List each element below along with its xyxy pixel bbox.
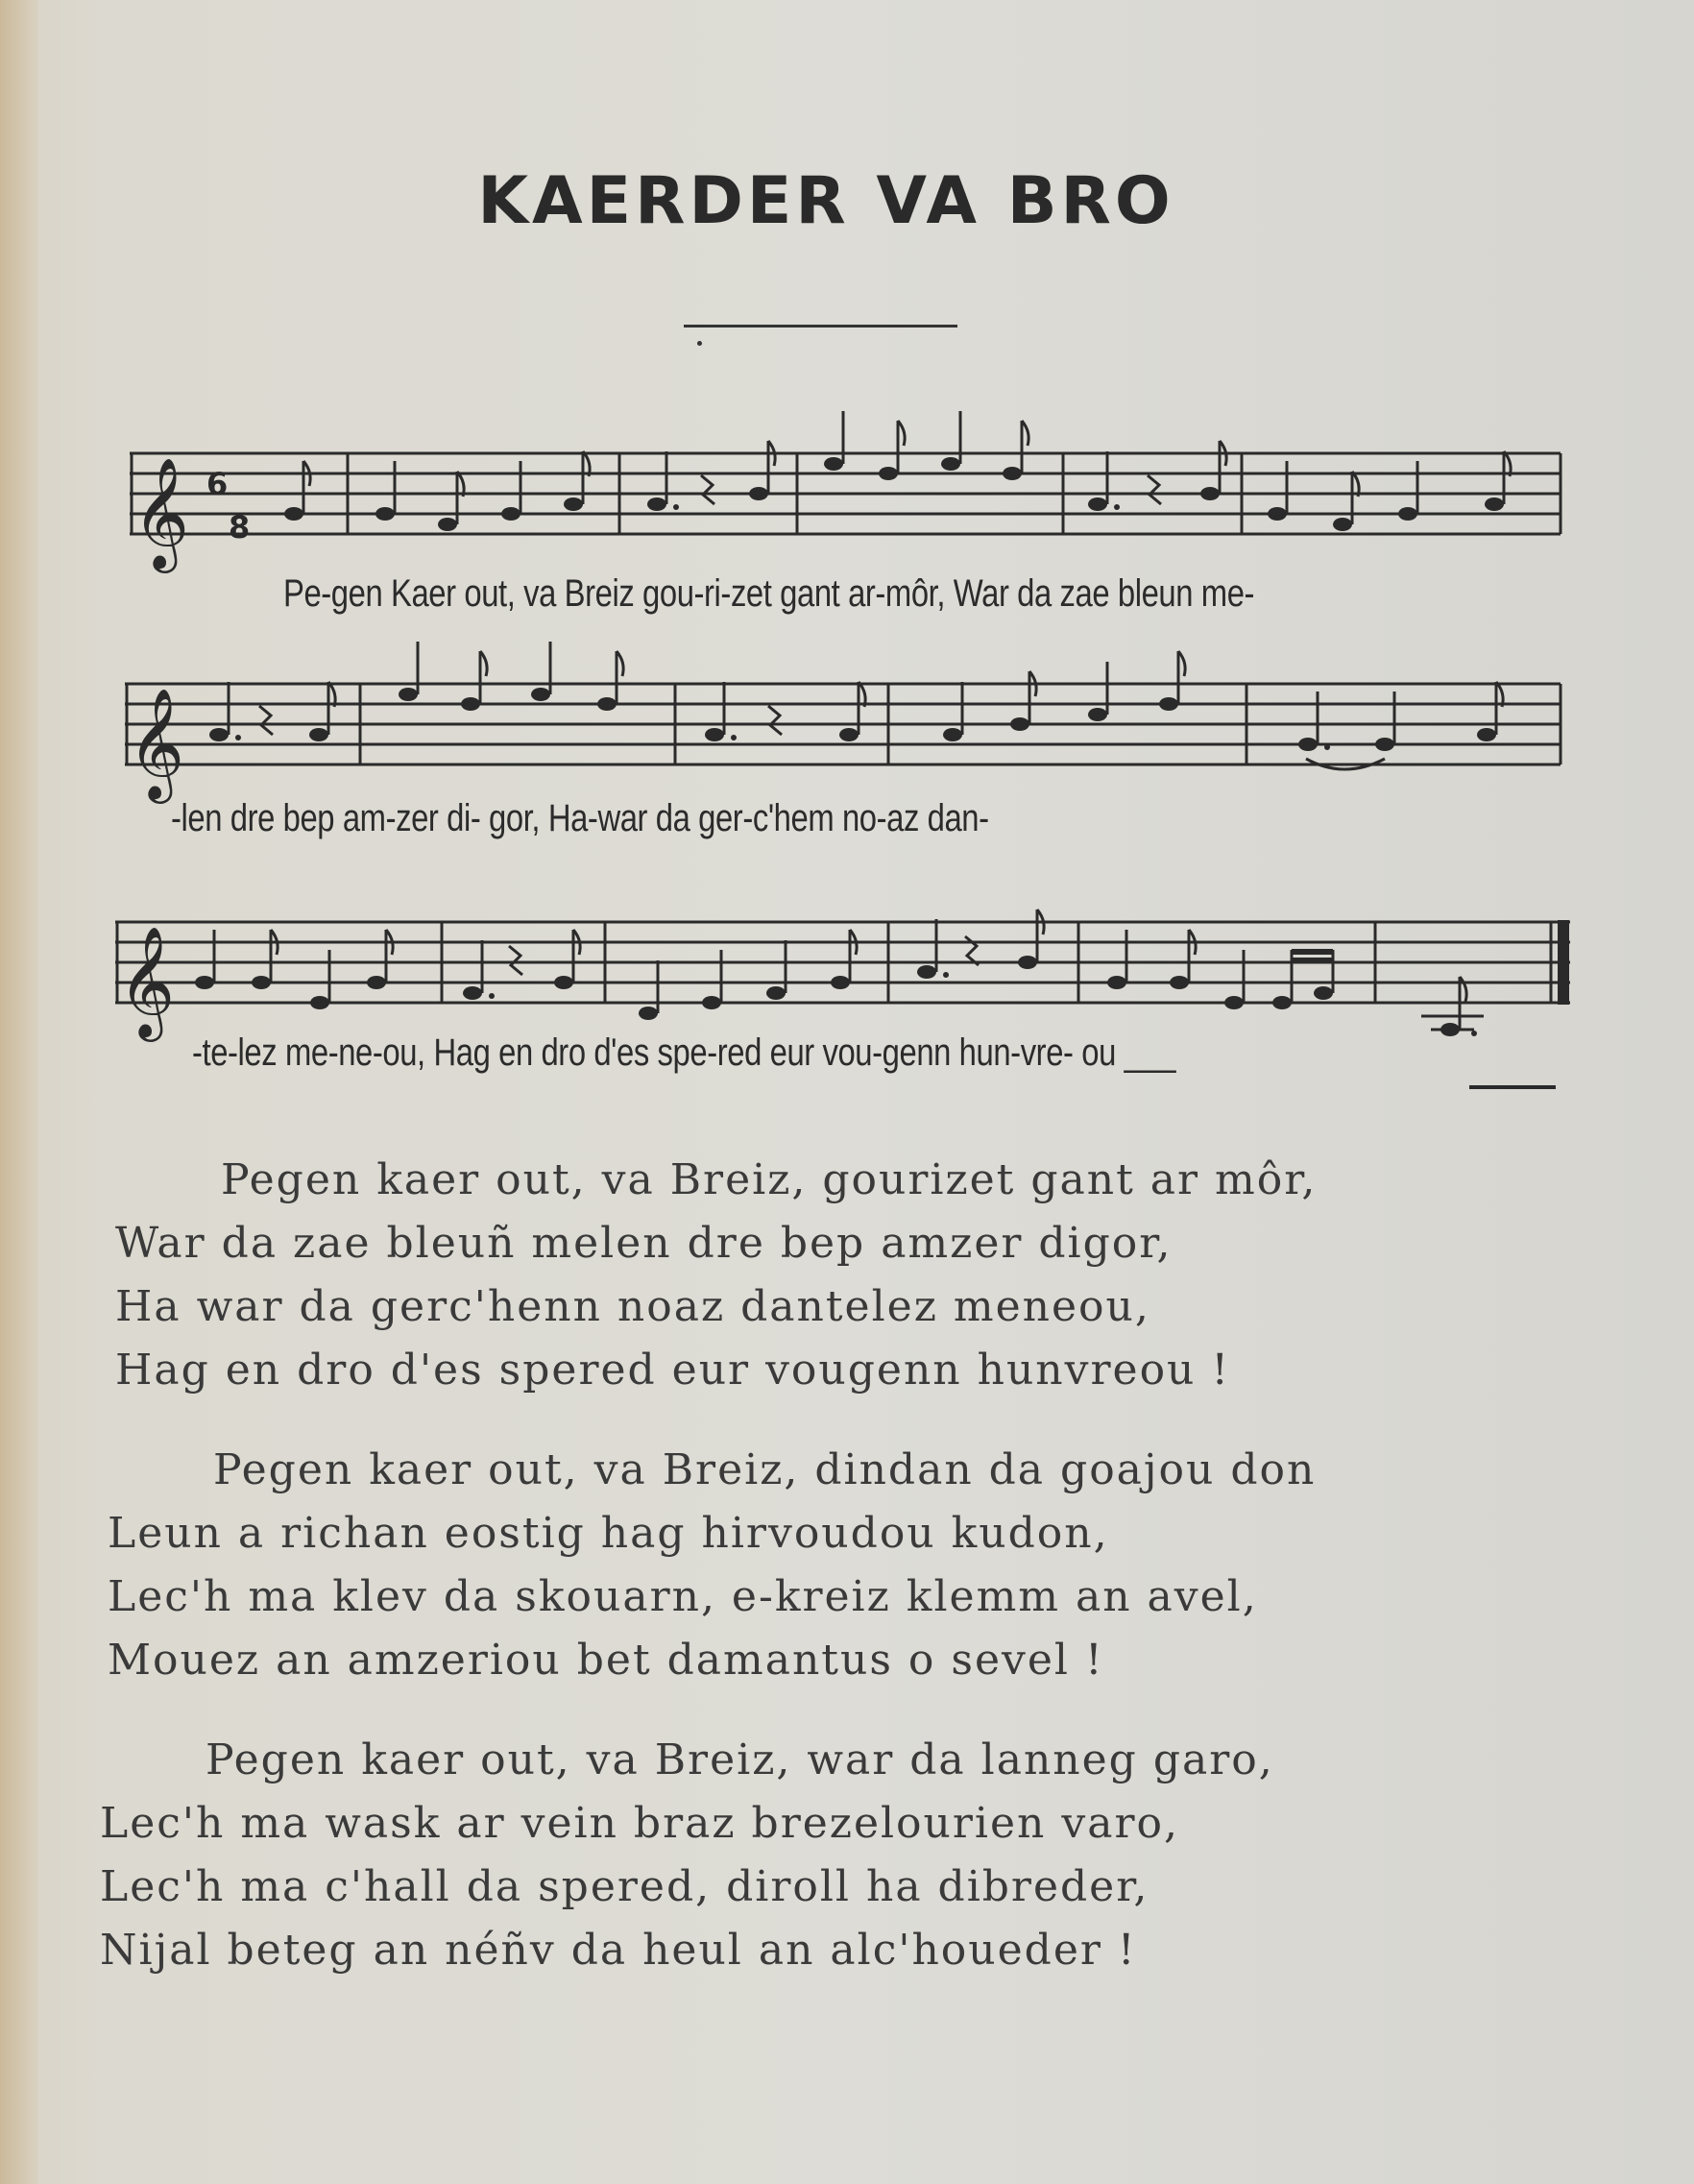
verse-line: Nijal beteg an néñv da heul an alc'houeder ! bbox=[100, 1926, 1137, 1975]
verse-line: Lec'h ma klev da skouarn, e-kreiz klemm an avel, bbox=[108, 1572, 1258, 1621]
verse-3 bbox=[100, 1729, 1274, 1982]
verse-line: Hag en dro d'es spered eur vougenn hunvreou ! bbox=[115, 1346, 1231, 1395]
verse-line: Mouez an amzeriou bet damantus o sevel ! bbox=[108, 1636, 1104, 1685]
time-signature-bottom: 8 bbox=[229, 509, 251, 546]
verse-line: Pegen kaer out, va Breiz, gourizet gant ar môr, bbox=[221, 1155, 1318, 1204]
lyric-line-2: -len dre bep am-zer di- gor, Ha-war da ger-c'hem no-az dan- bbox=[171, 797, 989, 839]
verse-line: War da zae bleuñ melen dre bep amzer digor, bbox=[115, 1219, 1173, 1268]
lyric-line-1: Pe-gen Kaer out, va Breiz gou-ri-zet gant ar-môr, War da zae bleun me- bbox=[283, 572, 1255, 615]
song-title: KAERDER VA BRO bbox=[477, 163, 1174, 239]
treble-clef-icon: 𝄞 bbox=[133, 456, 190, 569]
verse-1 bbox=[115, 1149, 1317, 1402]
treble-clef-icon: 𝄞 bbox=[128, 687, 185, 799]
treble-clef-icon: 𝄞 bbox=[118, 925, 176, 1037]
verse-line: Pegen kaer out, va Breiz, dindan da goajou don bbox=[213, 1445, 1317, 1494]
lyric-line-3: -te-lez me-ne-ou, Hag en dro d'es spe-red eur vou-genn hun-vre- ou ___ bbox=[192, 1031, 1176, 1074]
time-signature-top: 6 bbox=[206, 466, 229, 502]
verse-2 bbox=[108, 1439, 1316, 1692]
verse-line: Pegen kaer out, va Breiz, war da lanneg garo, bbox=[206, 1735, 1274, 1784]
verse-line: Lec'h ma wask ar vein braz brezelourien varo, bbox=[100, 1799, 1179, 1848]
verse-line: Ha war da gerc'henn noaz dantelez meneou, bbox=[115, 1282, 1150, 1331]
verse-line: Leun a richan eostig hag hirvoudou kudon, bbox=[108, 1509, 1109, 1558]
verse-line: Lec'h ma c'hall da spered, diroll ha dibreder, bbox=[100, 1862, 1150, 1911]
